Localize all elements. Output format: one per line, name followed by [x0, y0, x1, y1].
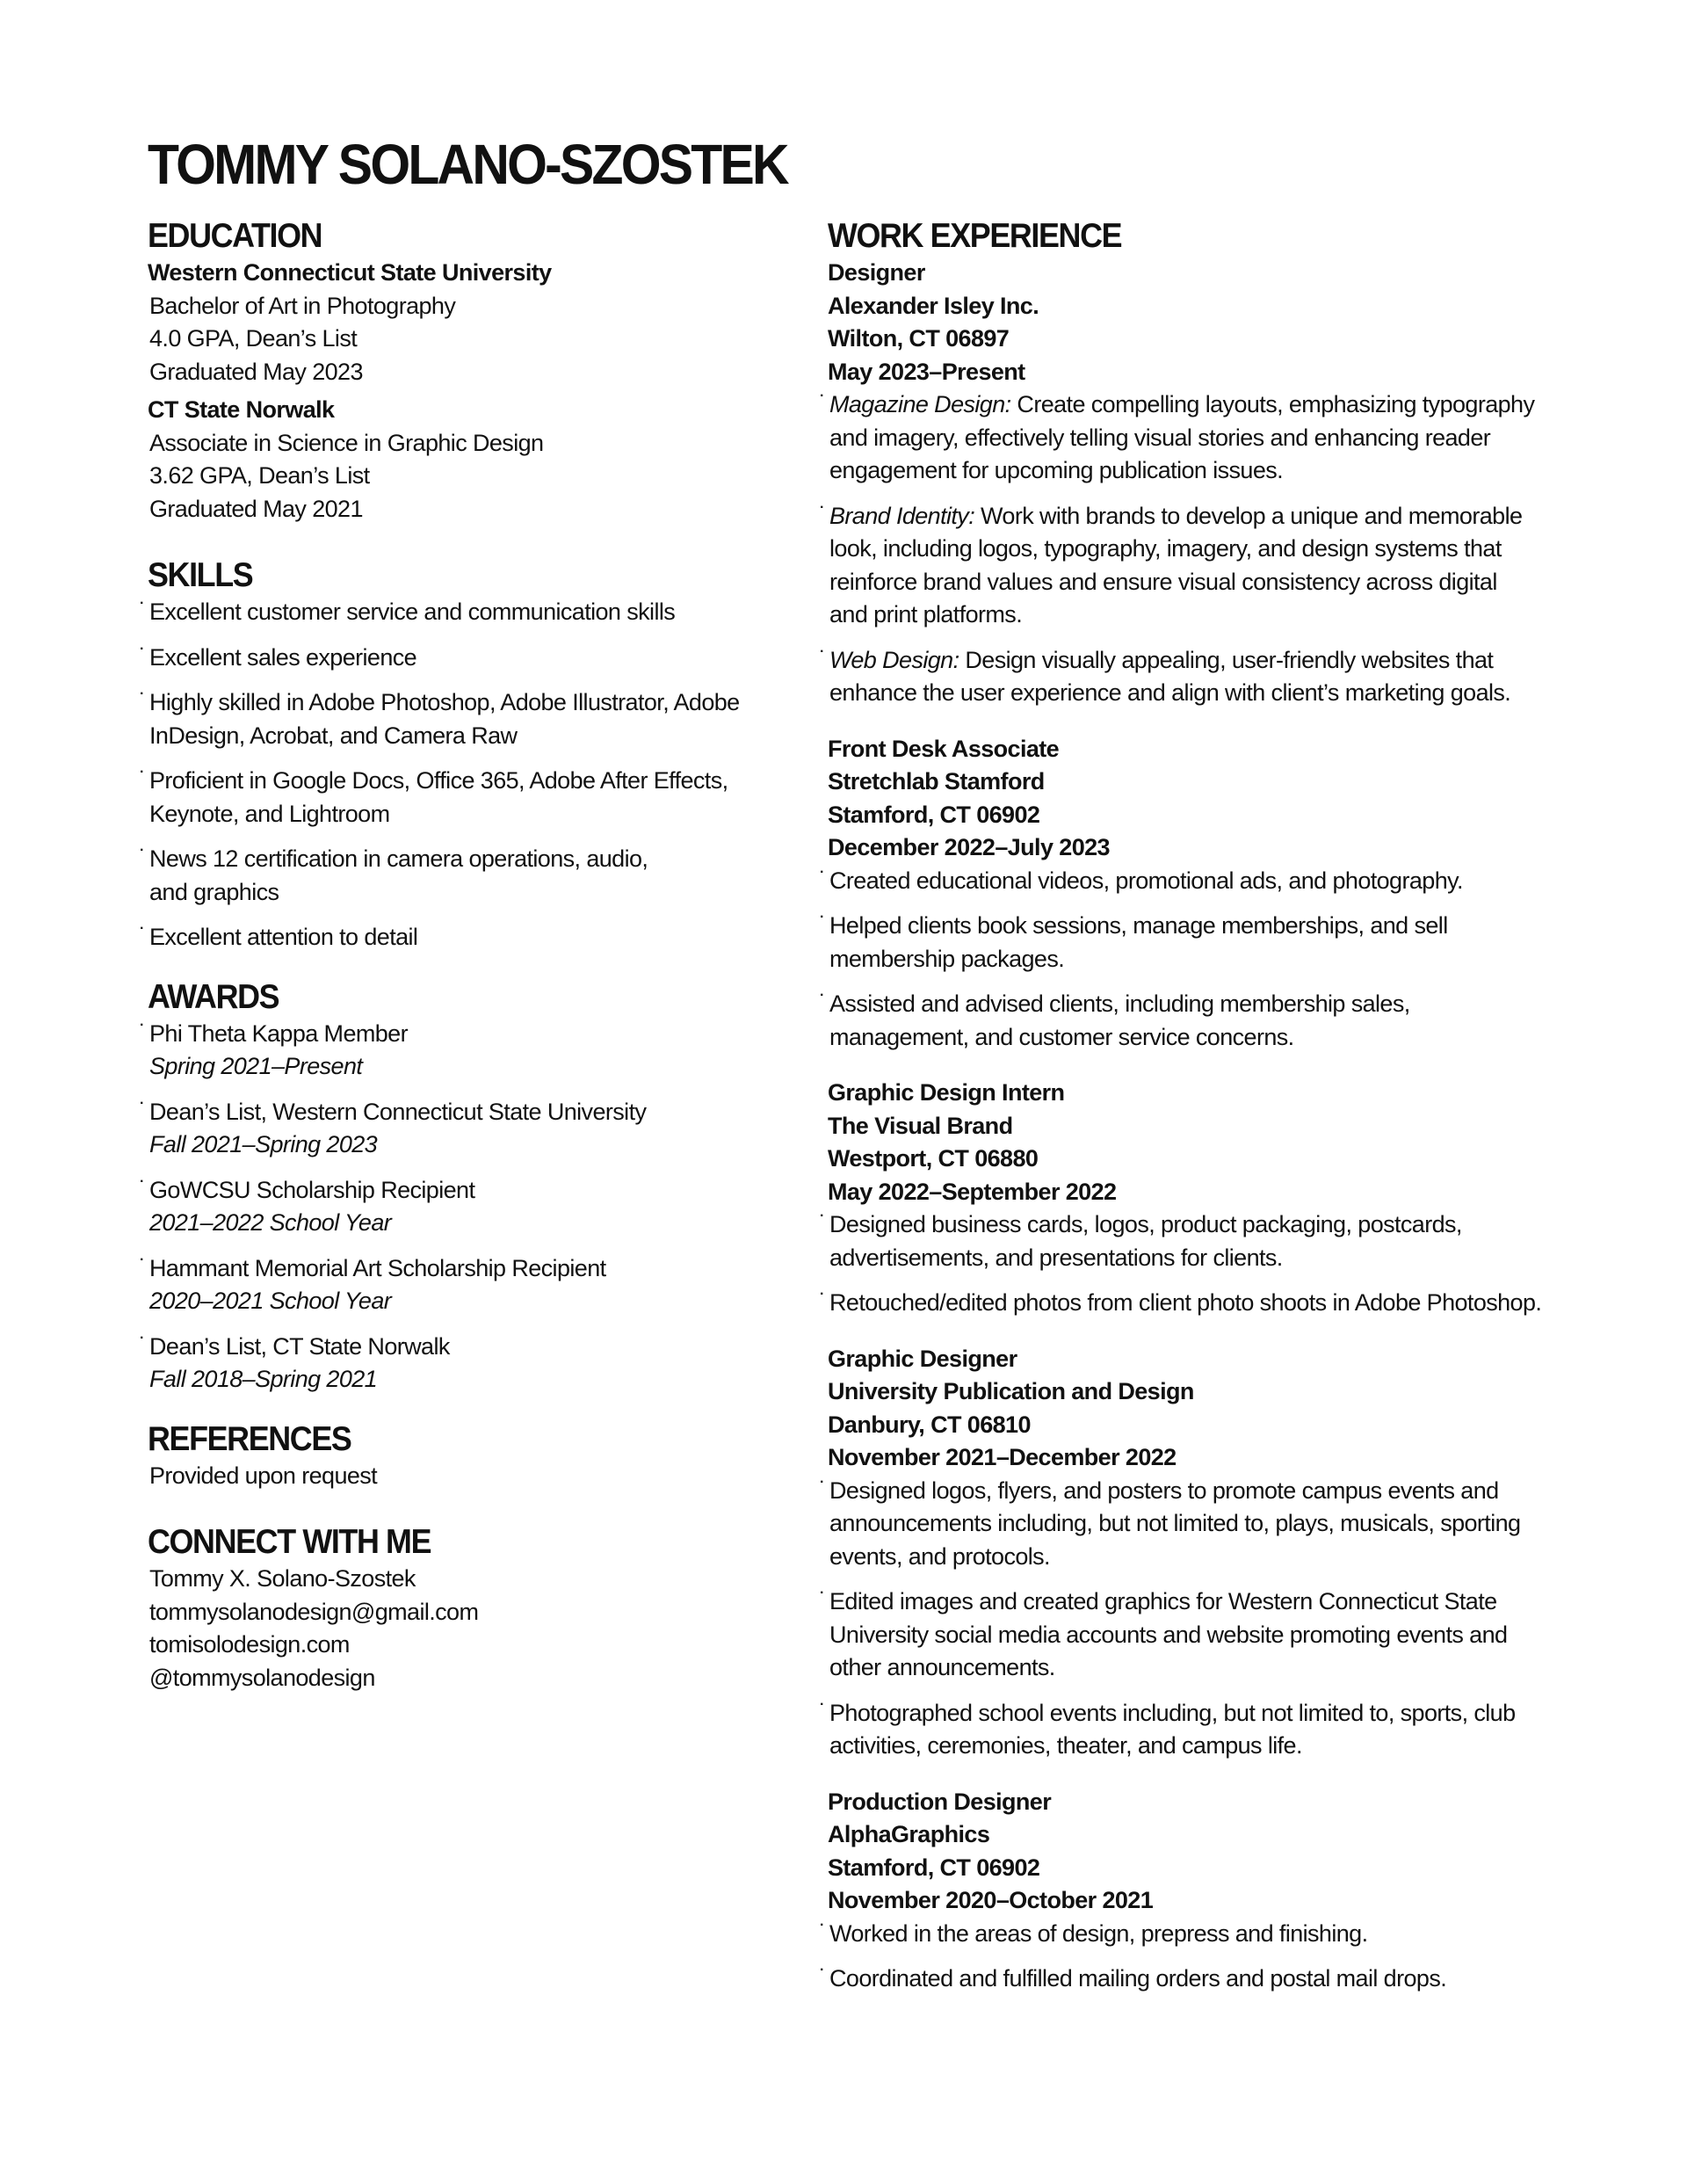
job-bullet [828, 910, 1583, 976]
contact-website: tomisolodesign.com [149, 1631, 350, 1658]
award-title: · Hammant Memorial Art Scholarship Recipient [149, 1254, 606, 1281]
bullet-text: Design visually appealing, user-friendly websites that [959, 646, 1494, 673]
skill-text: InDesign, Acrobat, and Camera Raw [149, 722, 518, 749]
job-title: Graphic Design Intern [828, 1079, 1065, 1106]
job-bullet [828, 644, 1583, 710]
job-dates: May 2022–September 2022 [828, 1178, 1117, 1205]
references-section [148, 1419, 815, 1493]
job-bullet [828, 1585, 1583, 1685]
connect-heading: CONNECT WITH ME [148, 1523, 431, 1561]
job-bullet [828, 500, 1583, 632]
skill-text: · News 12 certification in camera operations, audio, [149, 845, 648, 872]
award-item [148, 1096, 815, 1162]
skill-item [148, 765, 815, 831]
bullet-text: enhance the user experience and align with client’s marketing goals. [829, 679, 1511, 706]
bullet-text: · Photographed school events including, but not limited to, sports, club [829, 1699, 1516, 1726]
bullet-text: activities, ceremonies, theater, and campus life. [829, 1732, 1302, 1759]
award-item [148, 1252, 815, 1318]
resume-name: TOMMY SOLANO-SZOSTEK [148, 133, 787, 196]
job-company: The Visual Brand [828, 1112, 1013, 1139]
bullet-text: · Designed business cards, logos, product packaging, postcards, [829, 1211, 1462, 1237]
bullet-label: Web Design: [829, 646, 959, 673]
bullet-text: · Helped clients book sessions, manage memberships, and sell [829, 912, 1448, 939]
job-entry [828, 733, 1583, 1055]
job-location: Wilton, CT 06897 [828, 325, 1010, 352]
bullet-label: Magazine Design: [829, 391, 1011, 417]
skill-item [148, 642, 815, 675]
bullet-text: · Created educational videos, promotional ads, and photography. [829, 867, 1463, 894]
education-entry [148, 394, 815, 526]
award-date: Spring 2021–Present [149, 1053, 363, 1079]
job-bullet [828, 988, 1583, 1054]
job-bullet [828, 1963, 1583, 1996]
skill-item [148, 843, 815, 909]
bullet-text: · Edited images and created graphics for Western Connecticut State [829, 1588, 1497, 1614]
bullet-text: management, and customer service concerns. [829, 1023, 1294, 1050]
bullet-text: Work with brands to develop a unique and memorable [974, 502, 1523, 529]
awards-heading: AWARDS [148, 977, 279, 1016]
school-name: Western Connecticut State University [148, 259, 552, 286]
job-dates: May 2023–Present [828, 358, 1025, 385]
skill-item [148, 921, 815, 954]
bullet-text: membership packages. [829, 945, 1065, 972]
bullet-text: · Worked in the areas of design, prepress and finishing. [829, 1919, 1368, 1947]
award-item [148, 1018, 815, 1084]
job-title: Front Desk Associate [828, 735, 1060, 762]
education-detail: Graduated May 2021 [149, 495, 363, 522]
bullet-label: Brand Identity: [829, 502, 975, 529]
job-dates: November 2021–December 2022 [828, 1444, 1177, 1470]
award-date: 2021–2022 School Year [149, 1209, 392, 1236]
skill-text: · Excellent customer service and communication skills [149, 599, 676, 625]
left-column [148, 216, 815, 1694]
job-title: Designer [828, 259, 925, 286]
job-company: Stretchlab Stamford [828, 768, 1045, 795]
award-item [148, 1331, 815, 1397]
skills-heading: SKILLS [148, 556, 253, 594]
education-entry [148, 257, 815, 388]
education-detail: Associate in Science in Graphic Design [149, 429, 544, 456]
award-title: · GoWCSU Scholarship Recipient [149, 1176, 475, 1203]
skill-item [148, 686, 815, 752]
skill-item [148, 596, 815, 629]
job-bullet [828, 1697, 1583, 1763]
school-name: CT State Norwalk [148, 396, 335, 423]
award-title: · Dean’s List, Western Connecticut State University [149, 1098, 647, 1125]
job-location: Stamford, CT 06902 [828, 1854, 1040, 1881]
bullet-text: and imagery, effectively telling visual stories and enhancing reader [829, 424, 1491, 451]
skill-text: · Excellent sales experience [149, 643, 417, 671]
job-bullet [828, 1208, 1583, 1274]
connect-section [148, 1522, 815, 1694]
job-dates: December 2022–July 2023 [828, 834, 1110, 860]
job-company: AlphaGraphics [828, 1821, 990, 1847]
bullet-text: and print platforms. [829, 601, 1023, 628]
skill-text: · Excellent attention to detail [149, 924, 418, 950]
bullet-text: · Coordinated and fulfilled mailing orders and postal mail drops. [829, 1965, 1447, 1992]
job-location: Westport, CT 06880 [828, 1145, 1039, 1172]
education-section [148, 216, 815, 526]
skills-section [148, 555, 815, 954]
bullet-text: engagement for upcoming publication issues. [829, 457, 1284, 483]
job-entry [828, 1077, 1583, 1320]
bullet-text: reinforce brand values and ensure visual consistency across digital [829, 568, 1497, 595]
job-location: Stamford, CT 06902 [828, 801, 1040, 828]
bullet-text: Create compelling layouts, emphasizing typography [1010, 391, 1535, 417]
job-bullet [828, 1475, 1583, 1574]
bullet-text: events, and protocols. [829, 1542, 1050, 1570]
job-company: Alexander Isley Inc. [828, 292, 1039, 319]
award-title: · Phi Theta Kappa Member [149, 1019, 408, 1047]
job-bullet [828, 865, 1583, 898]
contact-name: Tommy X. Solano-Szostek [149, 1565, 416, 1592]
job-dates: November 2020–October 2021 [828, 1887, 1154, 1913]
right-column [828, 216, 1583, 1996]
award-title: · Dean’s List, CT State Norwalk [149, 1332, 450, 1360]
education-detail: 3.62 GPA, Dean’s List [149, 462, 370, 489]
skill-text: · Highly skilled in Adobe Photoshop, Adobe Illustrator, Adobe [149, 689, 740, 715]
bullet-text: announcements including, but not limited to, plays, musicals, sporting [829, 1510, 1521, 1536]
bullet-text: other announcements. [829, 1654, 1055, 1680]
skill-text: Keynote, and Lightroom [149, 800, 390, 827]
contact-social-handle: @tommysolanodesign [149, 1664, 375, 1691]
job-location: Danbury, CT 06810 [828, 1411, 1031, 1438]
job-bullet [828, 388, 1583, 488]
skill-text: · Proficient in Google Docs, Office 365, Adobe After Effects, [149, 767, 728, 794]
job-entry [828, 1786, 1583, 1996]
education-detail: Graduated May 2023 [149, 358, 363, 385]
award-item [148, 1174, 815, 1240]
award-date: Fall 2018–Spring 2021 [149, 1366, 378, 1392]
job-bullet [828, 1918, 1583, 1951]
job-title: Production Designer [828, 1788, 1052, 1815]
education-detail: 4.0 GPA, Dean’s List [149, 325, 358, 352]
bullet-text: · Retouched/edited photos from client photo shoots in Adobe Photoshop. [829, 1289, 1542, 1316]
award-date: 2020–2021 School Year [149, 1288, 392, 1314]
education-heading: EDUCATION [148, 217, 322, 255]
job-entry [828, 1343, 1583, 1763]
bullet-text: University social media accounts and website promoting events and [829, 1621, 1508, 1648]
education-detail: Bachelor of Art in Photography [149, 292, 456, 319]
contact-email: tommysolanodesign@gmail.com [149, 1598, 479, 1625]
job-company: University Publication and Design [828, 1378, 1194, 1404]
job-bullet [828, 1287, 1583, 1320]
references-text: Provided upon request [149, 1462, 378, 1489]
work-experience-heading: WORK EXPERIENCE [828, 217, 1122, 255]
award-date: Fall 2021–Spring 2023 [149, 1131, 378, 1157]
bullet-text: look, including logos, typography, imagery, and design systems that [829, 535, 1502, 562]
bullet-text: · Designed logos, flyers, and posters to promote campus events and [829, 1477, 1499, 1504]
job-entry [828, 257, 1583, 710]
bullet-text: · Assisted and advised clients, including membership sales, [829, 990, 1410, 1017]
references-heading: REFERENCES [148, 1419, 351, 1458]
job-title: Graphic Designer [828, 1345, 1017, 1372]
skill-text: and graphics [149, 878, 279, 905]
bullet-text: advertisements, and presentations for clients. [829, 1244, 1283, 1271]
awards-section [148, 977, 815, 1397]
